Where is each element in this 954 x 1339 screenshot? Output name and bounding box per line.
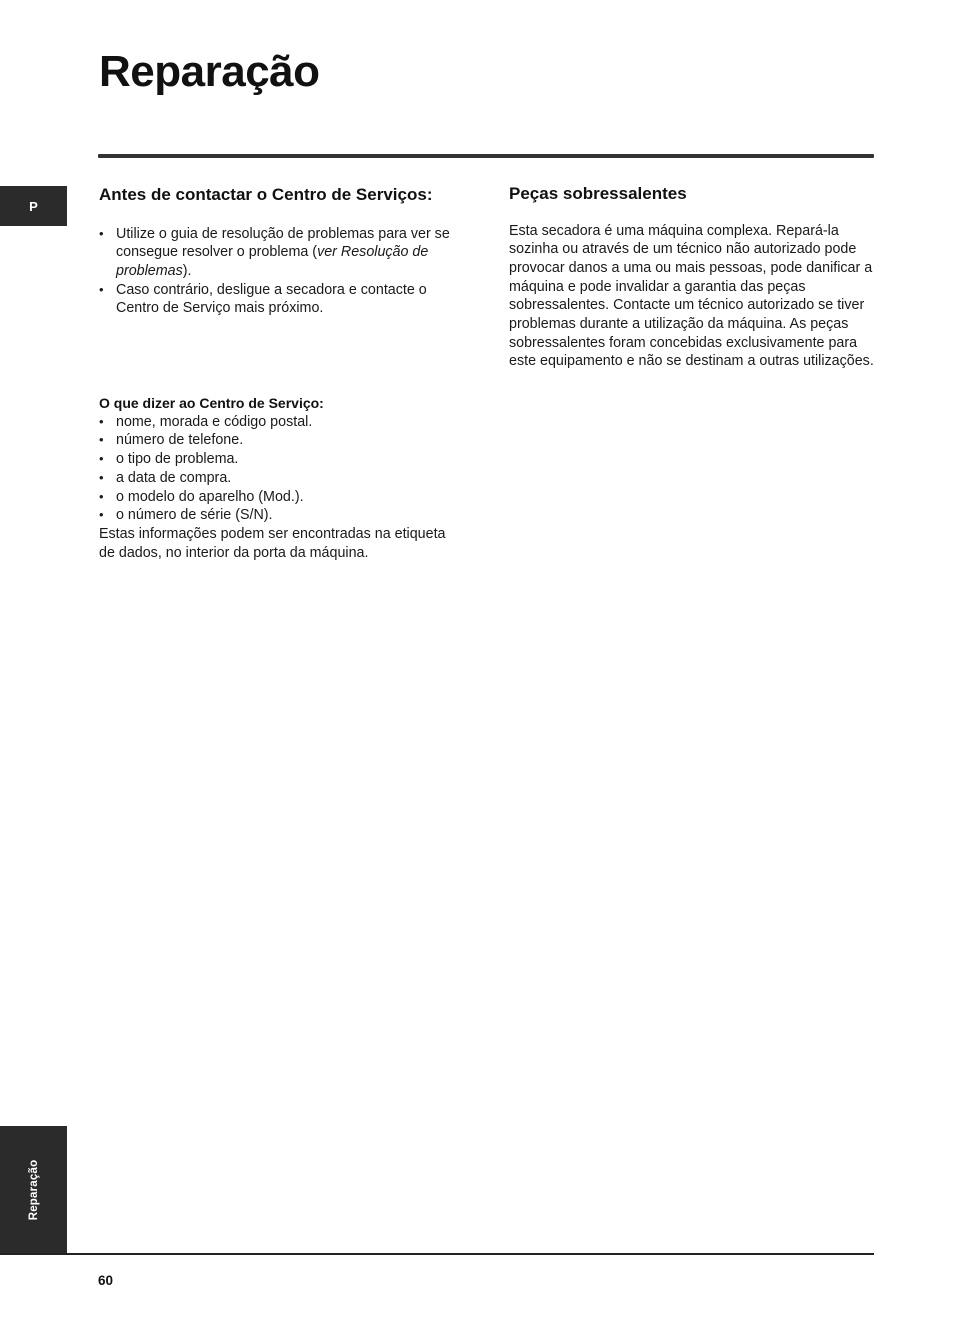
list-item: • nome, morada e código postal. <box>99 413 459 432</box>
language-tab <box>0 186 67 226</box>
spare-parts-body: Esta secadora é uma máquina complexa. Repará-la sozinha ou através de um técnico não autorizado pode provocar danos a uma ou mais pessoas, pode danificar a máquina e pode invalidar a garantia das peças sobressalentes. Contacte um técnico autorizado se tiver problemas durante a utilização da máquina. As peças sobressalentes foram concebidas exclusivamente para este equipamento e não se destinam a outras utilizações. <box>509 222 874 370</box>
section-side-tab <box>0 1126 67 1254</box>
page-number: 60 <box>98 1273 114 1288</box>
info-location-note: Estas informações podem ser encontradas na etiqueta de dados, no interior da porta da máquina. <box>99 525 446 561</box>
list-item: • Caso contrário, desligue a secadora e contacte o Centro de Serviço mais próximo. <box>99 281 459 318</box>
side-tab-label: Reparação <box>27 1159 40 1221</box>
spare-parts-heading: Peças sobressalentes <box>509 184 687 203</box>
list-item: • o número de série (S/N). <box>99 506 459 525</box>
list-item: • o tipo de problema. <box>99 450 459 469</box>
title-divider <box>98 154 874 158</box>
intro-bullet-list <box>99 225 459 319</box>
before-contacting-heading: Antes de contactar o Centro de Serviços: <box>99 185 433 204</box>
info-list <box>99 413 459 525</box>
bullet-text: Utilize o guia de resolução de problemas para ver se consegue resolver o problema ( <box>116 225 450 261</box>
list-item: • o modelo do aparelho (Mod.). <box>99 488 459 507</box>
cross-reference: ver Resolução de problemas <box>116 244 429 279</box>
page-title: Reparação <box>99 47 320 96</box>
list-item <box>99 225 459 281</box>
footer-divider <box>0 1253 874 1255</box>
language-tab-label: P <box>29 198 38 214</box>
bullet-text-end: ). <box>182 262 192 279</box>
spare-parts-section <box>509 185 874 371</box>
what-to-say-heading: O que dizer ao Centro de Serviço: <box>99 395 324 412</box>
list-item: • a data de compra. <box>99 469 459 488</box>
before-contacting-section <box>99 185 459 562</box>
list-item: • número de telefone. <box>99 431 459 450</box>
